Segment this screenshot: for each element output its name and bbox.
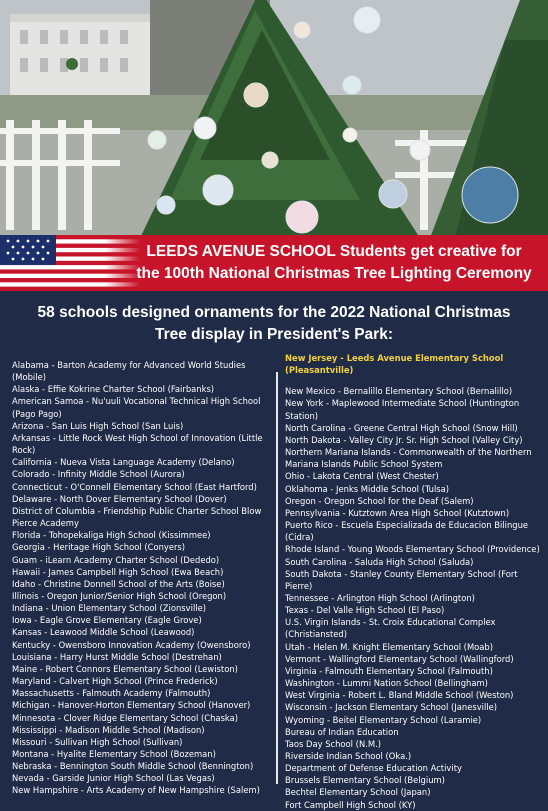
schools-list-right <box>285 352 545 811</box>
school-list-item: Riverside Indian School (Oka.) <box>285 751 412 761</box>
school-list-item: Alabama - Barton Academy for Advanced World Studies (Mobile) <box>12 360 246 383</box>
highlighted-school: New Jersey - Leeds Avenue Elementary School (Pleasantville) <box>285 353 504 376</box>
school-list-item: Florida - Tohopekaliga High School (Kissimmee) <box>12 530 211 541</box>
christmas-tree-photo <box>0 0 548 238</box>
school-list-item: Brussels Elementary School (Belgium) <box>285 775 445 786</box>
school-list-item: Indiana - Union Elementary School (Zionsville) <box>12 603 207 614</box>
school-list-item: Delaware - North Dover Elementary School (Dover) <box>12 493 227 504</box>
school-list-item: Oklahoma - Jenks Middle School (Tulsa) <box>285 483 450 494</box>
school-list-item: North Dakota - Valley City Jr. Sr. High School (Valley City) <box>285 434 523 445</box>
school-list-item: Georgia - Heritage High School (Conyers) <box>12 542 186 553</box>
school-list-item: Puerto Rico - Escuela Especializada de Educacion Bilingue (Cidra) <box>285 520 529 543</box>
school-list-item: Mississippi - Madison Middle School (Madison) <box>12 724 205 735</box>
school-list-item: Illinois - Oregon Junior/Senior High School (Oregon) <box>12 590 227 601</box>
school-list-item: New Mexico - Bernalillo Elementary School (Bernalillo) <box>285 386 513 397</box>
school-list-item: Iowa - Eagle Grove Elementary (Eagle Grove) <box>12 615 202 626</box>
school-list-item: Michigan - Hanover-Horton Elementary School (Hanover) <box>12 700 251 711</box>
school-list-item: Wyoming - Beitel Elementary School (Laramie) <box>285 714 482 725</box>
school-list-item: Arizona - San Luis High School (San Luis) <box>12 420 184 431</box>
school-list-item: Fort Campbell High School (KY) <box>285 799 416 810</box>
school-list-item: Alaska - Effie Kokrine Charter School (Fairbanks) <box>12 384 215 395</box>
school-list-item: Hawaii - James Campbell High School (Ewa Beach) <box>12 566 224 577</box>
subtitle-line-2: Tree display in President's Park: <box>154 326 393 343</box>
school-list-item: Vermont - Wallingford Elementary School (Wallingford) <box>285 653 514 664</box>
school-list-item: West Virginia - Robert L. Bland Middle School (Weston) <box>285 690 514 701</box>
school-list-item: Virginia - Falmouth Elementary School (Falmouth) <box>285 665 493 676</box>
school-list-item: Ohio - Lakota Central (West Chester) <box>285 471 439 482</box>
school-list-item: Tennessee - Arlington High School (Arlington) <box>285 592 475 603</box>
school-list-item: Oregon - Oregon School for the Deaf (Salem) <box>285 495 474 506</box>
school-list-item: South Dakota - Stanley County Elementary School (Fort Pierre) <box>285 568 518 591</box>
school-list-item: New York - Maplewood Intermediate School (Huntington Station) <box>285 398 520 421</box>
school-list-item: Maryland - Calvert High School (Prince Frederick) <box>12 676 218 687</box>
school-list-item: Bechtel Elementary School (Japan) <box>285 787 431 798</box>
school-list-item: Taos Day School (N.M.) <box>285 738 382 749</box>
school-list-item: District of Columbia - Friendship Public Charter School Blow Pierce Academy <box>12 505 262 529</box>
american-flag-icon <box>0 235 140 291</box>
school-list-item: Wisconsin - Jackson Elementary School (Janesville) <box>285 702 498 713</box>
hero-photo <box>0 0 548 238</box>
school-list-item: Minnesota - Clover Ridge Elementary School (Chaska) <box>12 712 239 723</box>
school-list-item: Arkansas - Little Rock West High School of Innovation (Little Rock) <box>12 432 263 456</box>
page-subtitle <box>20 302 528 346</box>
school-list-item: Northern Mariana Islands - Commonwealth of the Northern Mariana Islands Public School System <box>285 447 532 470</box>
school-list-item: Kansas - Leawood Middle School (Leawood) <box>12 627 195 638</box>
school-list-item: Rhode Island - Young Woods Elementary School (Providence) <box>285 544 540 555</box>
school-list-item: California - Nueva Vista Language Academy (Delano) <box>12 457 235 468</box>
schools-list-left <box>12 359 274 797</box>
school-list-item: North Carolina - Greene Central High School (Snow Hill) <box>285 422 518 433</box>
school-list-item: Nebraska - Bennington South Middle School (Bennington) <box>12 761 254 772</box>
school-list-item: Missouri - Sullivan High School (Sullivan) <box>12 736 183 747</box>
school-list-item: Washington - Lummi Nation School (Bellingham) <box>285 678 488 689</box>
column-divider <box>276 372 278 784</box>
school-list-item: Montana - Hyalite Elementary School (Bozeman) <box>12 749 216 759</box>
banner-title <box>128 241 540 285</box>
school-list-item: Department of Defense Education Activity <box>285 763 462 774</box>
school-list-item: Maine - Robert Connors Elementary School (Lewiston) <box>12 663 238 674</box>
school-list-item: U.S. Virgin Islands - St. Croix Educational Complex (Christiansted) <box>285 617 496 640</box>
school-list-item: Idaho - Christine Donnell School of the Arts (Boise) <box>12 578 225 589</box>
banner-title-line-1: LEEDS AVENUE SCHOOL Students get creative for <box>146 243 522 260</box>
schools-list-right-items <box>285 385 545 810</box>
school-list-item: Connecticut - O'Connell Elementary School (East Hartford) <box>12 481 257 492</box>
school-list-item: Nevada - Garside Junior High School (Las Vegas) <box>12 773 215 784</box>
school-list-item: South Carolina - Saluda High School (Saluda) <box>285 556 474 567</box>
subtitle-line-1: 58 schools designed ornaments for the 2022 National Christmas <box>37 304 511 321</box>
school-list-item: Colorado - Infinity Middle School (Aurora) <box>12 469 185 480</box>
school-list-item: Utah - Helen M. Knight Elementary School (Moab) <box>285 641 494 652</box>
school-list-item: Texas - Del Valle High School (El Paso) <box>285 605 445 616</box>
school-list-item: Guam - iLearn Academy Charter School (Dededo) <box>12 554 220 565</box>
banner-title-line-2: the 100th National Christmas Tree Lighting Ceremony <box>136 265 532 282</box>
school-list-item: Massachusetts - Falmouth Academy (Falmouth) <box>12 688 211 699</box>
school-list-item: Louisiana - Harry Hurst Middle School (Destrehan) <box>12 651 222 662</box>
school-list-item: Bureau of Indian Education <box>285 726 399 737</box>
school-list-item: Pennsylvania - Kutztown Area High School (Kutztown) <box>285 507 510 518</box>
school-list-item: Kentucky - Owensboro Innovation Academy (Owensboro) <box>12 639 251 650</box>
school-list-item: New Hampshire - Arts Academy of New Hampshire (Salem) <box>12 785 260 796</box>
school-list-item: American Samoa - Nu'uuli Vocational Technical High School (Pago Pago) <box>12 396 261 419</box>
